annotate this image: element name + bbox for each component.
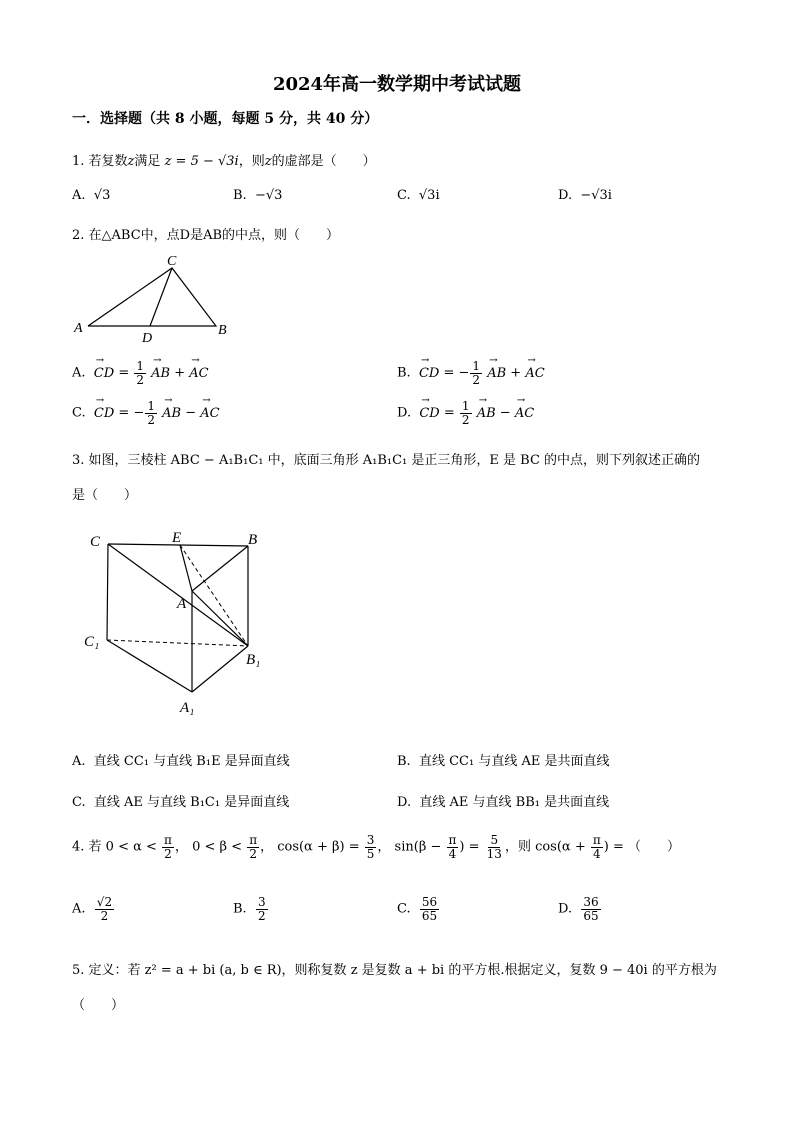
- q3-option-d[interactable]: [397, 791, 609, 810]
- equals: =: [118, 405, 130, 421]
- option-text: 直线 AE 与直线 B₁C₁ 是异面直线: [93, 795, 290, 810]
- question-5-stem-line1: 5. 定义：若 z² = a + bi (a, b ∈ R)，则称复数 z 是复数 a + bi 的平方根.根据定义，复数 9 − 40i 的平方根为: [72, 963, 717, 978]
- q2-option-b[interactable]: [397, 360, 545, 386]
- label-a: A: [177, 596, 187, 612]
- q3-option-b[interactable]: [397, 750, 609, 769]
- label-c1: C₁: [84, 634, 100, 650]
- option-label: B.: [233, 901, 247, 917]
- option-text: 直线 CC₁ 与直线 B₁E 是异面直线: [93, 754, 290, 769]
- option-text: −√3i: [580, 188, 612, 203]
- label-a: A: [74, 321, 83, 336]
- sign: −: [133, 405, 145, 421]
- q4-text: ， sin: [377, 839, 414, 855]
- q2-triangle-figure: [70, 252, 240, 344]
- fraction: [95, 896, 114, 922]
- vector: → AC: [515, 406, 534, 421]
- q1-var-z-2: z: [264, 154, 272, 169]
- q1-option-a[interactable]: [72, 188, 110, 203]
- q1-text-d: 的虚部是（ ）: [271, 154, 376, 169]
- operator: −: [499, 405, 511, 421]
- segment-a-b1: [192, 591, 248, 646]
- option-text: √3: [93, 188, 111, 203]
- q1-option-b[interactable]: [233, 188, 282, 203]
- label-b1: B₁: [246, 652, 261, 668]
- vector: → CD: [419, 366, 439, 381]
- q4-text: (β −: [413, 839, 442, 855]
- numerator: 1: [461, 399, 470, 413]
- denominator: 4: [593, 846, 601, 861]
- option-label: C.: [72, 795, 86, 810]
- q4-option-b[interactable]: [233, 896, 269, 922]
- equals: =: [443, 365, 455, 381]
- option-label: D.: [558, 901, 573, 917]
- sign: −: [458, 365, 470, 381]
- label-a1: A₁: [180, 700, 195, 716]
- q4-text: ) =: [459, 839, 480, 855]
- denominator: 65: [583, 908, 599, 923]
- q1-option-c[interactable]: [397, 188, 440, 203]
- vector: → CD: [419, 406, 439, 421]
- q2-option-d[interactable]: [397, 400, 534, 426]
- q1-option-d[interactable]: [558, 188, 612, 203]
- edge-a1b1: [192, 646, 248, 692]
- question-5-stem-line2: （ ）: [72, 998, 125, 1013]
- fraction: [591, 834, 603, 860]
- question-1-stem: [72, 150, 376, 169]
- fraction: [447, 834, 459, 860]
- q3-option-c[interactable]: [72, 791, 289, 810]
- vector: → AC: [200, 406, 219, 421]
- denominator: 2: [461, 412, 470, 427]
- denominator: 2: [257, 908, 266, 923]
- option-label: C.: [397, 901, 411, 917]
- q2-option-a[interactable]: [72, 360, 209, 386]
- equals: =: [443, 405, 455, 421]
- edge-ba: [192, 546, 248, 591]
- option-label: B.: [233, 188, 247, 203]
- q4-text: ) = （ ）: [603, 839, 681, 855]
- fraction: [256, 896, 268, 922]
- option-label: D.: [558, 188, 573, 203]
- numerator: √2: [96, 895, 113, 909]
- label-b: B: [218, 323, 227, 338]
- fraction: [365, 834, 377, 860]
- edge-cc1: [107, 544, 108, 640]
- label-e: E: [172, 530, 182, 546]
- numerator: 1: [136, 359, 144, 373]
- fraction: [460, 400, 472, 426]
- numerator: 56: [421, 895, 438, 909]
- vector: → AB: [162, 406, 181, 421]
- segment-e-b1-dashed: [180, 545, 248, 646]
- denominator: 2: [136, 372, 144, 387]
- question-3-stem-line1: 3. 如图，三棱柱 ABC − A₁B₁C₁ 中，底面三角形 A₁B₁C₁ 是正三角形，E 是 BC 的中点，则下列叙述正确的: [72, 453, 701, 468]
- segment-cd: [150, 268, 172, 326]
- option-label: A.: [72, 188, 86, 203]
- vector: → CD: [94, 406, 114, 421]
- option-label: A.: [72, 901, 86, 917]
- fraction: [145, 400, 157, 426]
- fraction: [134, 360, 146, 386]
- vector: → AC: [525, 366, 544, 381]
- section-heading: 一．选择题（共 8 小题，每题 5 分，共 40 分）: [72, 111, 379, 127]
- denominator: 4: [448, 846, 457, 861]
- option-text: −√3: [254, 188, 283, 203]
- q4-text: ， 0 < β <: [174, 839, 243, 855]
- numerator: 3: [366, 833, 375, 847]
- fraction: [485, 834, 504, 860]
- question-3-stem-line2: 是（ ）: [72, 488, 138, 503]
- q4-text: ，则 cos: [504, 839, 557, 855]
- page-title: 2024年高一数学期中考试试题: [272, 74, 522, 95]
- numerator: π: [164, 833, 172, 847]
- option-label: D.: [397, 405, 412, 421]
- label-d: D: [142, 331, 153, 344]
- fraction: [162, 834, 174, 860]
- numerator: 1: [472, 359, 481, 373]
- denominator: 2: [472, 372, 481, 387]
- denominator: 65: [421, 908, 438, 923]
- numerator: 5: [490, 833, 499, 847]
- vector: → AC: [189, 366, 208, 381]
- numerator: π: [249, 833, 258, 847]
- numerator: 1: [147, 399, 155, 413]
- vector: → AB: [477, 406, 496, 421]
- option-text: 直线 AE 与直线 BB₁ 是共面直线: [419, 795, 610, 810]
- q4-text: (α +: [556, 839, 586, 855]
- option-text: √3i: [418, 188, 440, 203]
- option-label: B.: [397, 754, 411, 769]
- option-label: A.: [72, 365, 86, 381]
- edge-c1a1: [107, 640, 192, 692]
- denominator: 2: [164, 846, 172, 861]
- denominator: 13: [486, 846, 502, 861]
- fraction: [420, 896, 439, 922]
- fraction: [470, 360, 482, 386]
- q3-option-a[interactable]: [72, 750, 290, 769]
- operator: −: [185, 405, 197, 421]
- edge-c-b1-visible: [108, 544, 248, 646]
- equals: =: [118, 365, 130, 381]
- triangle-abc: [88, 268, 216, 326]
- q1-equation: z = 5 − √3i: [164, 154, 239, 169]
- option-text: 直线 CC₁ 与直线 AE 是共面直线: [418, 754, 610, 769]
- option-label: C.: [397, 188, 411, 203]
- numerator: π: [448, 833, 457, 847]
- denominator: 2: [249, 846, 257, 861]
- operator: +: [174, 365, 186, 381]
- label-b: B: [248, 532, 258, 548]
- question-2-stem: 2. 在△ABC中，点D是AB的中点，则（ ）: [72, 228, 340, 243]
- denominator: 2: [147, 412, 155, 427]
- option-label: D.: [397, 795, 412, 810]
- edge-c1b1-dashed: [107, 640, 248, 646]
- vector: → AB: [151, 366, 170, 381]
- q1-text-a: 1. 若复数: [72, 154, 128, 169]
- q4-option-c[interactable]: [397, 896, 440, 922]
- q1-var-z: z: [127, 154, 135, 169]
- numerator: 36: [583, 895, 599, 909]
- q4-text: 4. 若 0 < α <: [72, 839, 157, 855]
- fraction: [247, 834, 259, 860]
- numerator: 3: [257, 895, 266, 909]
- option-label: A.: [72, 754, 86, 769]
- denominator: 2: [100, 908, 109, 923]
- q1-text-c: ，则: [238, 154, 265, 169]
- option-label: C.: [72, 405, 86, 421]
- operator: +: [510, 365, 522, 381]
- option-label: B.: [397, 365, 411, 381]
- question-4-stem: [72, 834, 680, 860]
- label-c: C: [90, 534, 101, 550]
- q1-text-b: 满足: [134, 154, 161, 169]
- q3-prism-figure: [80, 524, 280, 720]
- segment-ea: [180, 545, 192, 591]
- label-c: C: [167, 254, 177, 269]
- fraction: [581, 896, 600, 922]
- vector: → AB: [487, 366, 506, 381]
- q4-option-d[interactable]: [558, 896, 602, 922]
- vector: → CD: [94, 366, 114, 381]
- q4-option-a[interactable]: [72, 896, 115, 922]
- numerator: π: [592, 833, 601, 847]
- q2-option-c[interactable]: [72, 400, 220, 426]
- denominator: 5: [366, 846, 375, 861]
- q4-text: ， cos(α + β) =: [260, 839, 360, 855]
